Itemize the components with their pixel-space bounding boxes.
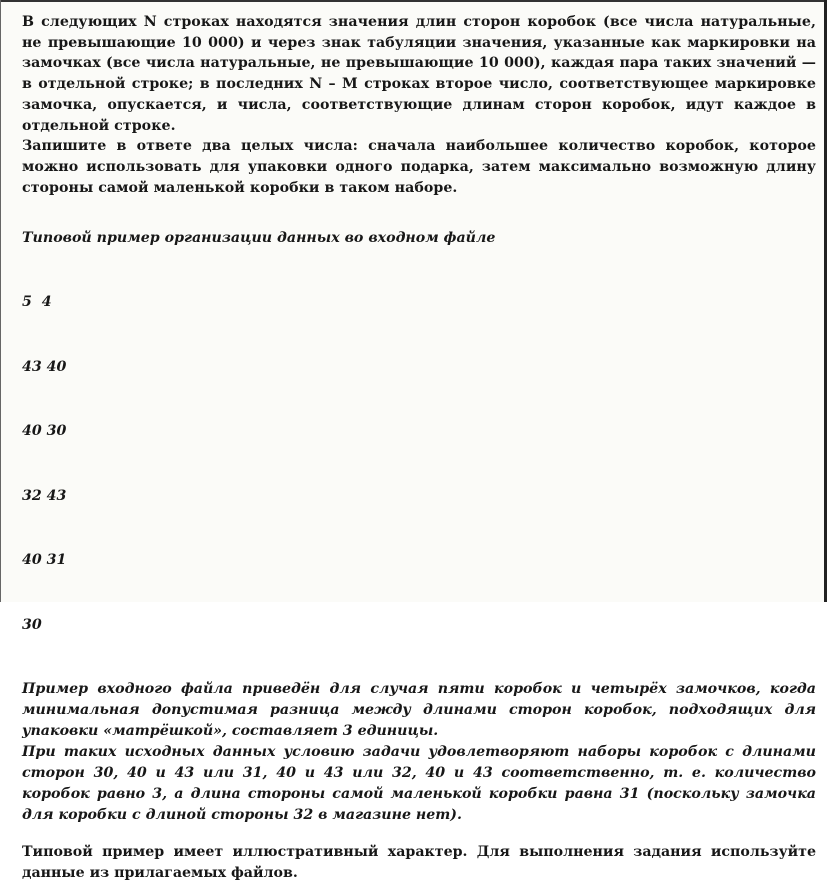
- example-line: 43 40: [22, 358, 67, 375]
- example-title: Типовой пример организации данных во входном файле: [22, 230, 496, 247]
- example-explanation-2: При таких исходных данных условию задачи удовлетворяют наборы коробок с длинами сторон 30, 40 и 43 или 31, 40 и 43 или 32, 40 и 43 соответственно, т. е. количество коробок равно 3, а длина стороны самой маленькой коробки равна 31 (поскольку замочка для коробки с длиной стороны 32 в магазине нет).: [22, 744, 816, 824]
- intro-paragraph: В следующих N строках находятся значения длин сторон коробок (все числа натуральные, не превышающие 10 000) и через знак табуляции значения, указанные как маркировки на замочках (все числа натуральные, не превышающие 10 000), каждая пара таких значений — в отдельной строке; в последних N – M строках второе число, соответствующее маркировке замочка, опускается, и числа, соответствующие длинам сторон коробок, идут каждое в отдельной строке.: [22, 14, 816, 134]
- final-note: Типовой пример имеет иллюстративный характер. Для выполнения задания используйте данные из прилагаемых файлов.: [22, 844, 816, 882]
- example-line: 5 4: [22, 294, 52, 311]
- example-line: 32 43: [22, 487, 67, 504]
- spacer: [22, 198, 816, 228]
- example-line: 40 31: [22, 552, 67, 569]
- page-left-border: [0, 0, 1, 602]
- example-explanation-1: Пример входного файла приведён для случая пяти коробок и четырёх замочков, когда минимальная допустимая разница между длинами сторон коробок, подходящих для упаковки «матрёшкой», составляет 3 единицы.: [22, 681, 816, 740]
- document-content: [22, 12, 816, 884]
- task-paragraph: Запишите в ответе два целых числа: сначала наибольшее количество коробок, которое можно использовать для упаковки одного подарка, затем максимально возможную длину стороны самой маленькой коробки в таком наборе.: [22, 138, 816, 196]
- example-line: 30: [22, 616, 42, 633]
- spacer: [22, 826, 816, 842]
- page-top-border: [0, 0, 827, 2]
- example-data-block: [22, 249, 816, 679]
- example-line: 40 30: [22, 423, 67, 440]
